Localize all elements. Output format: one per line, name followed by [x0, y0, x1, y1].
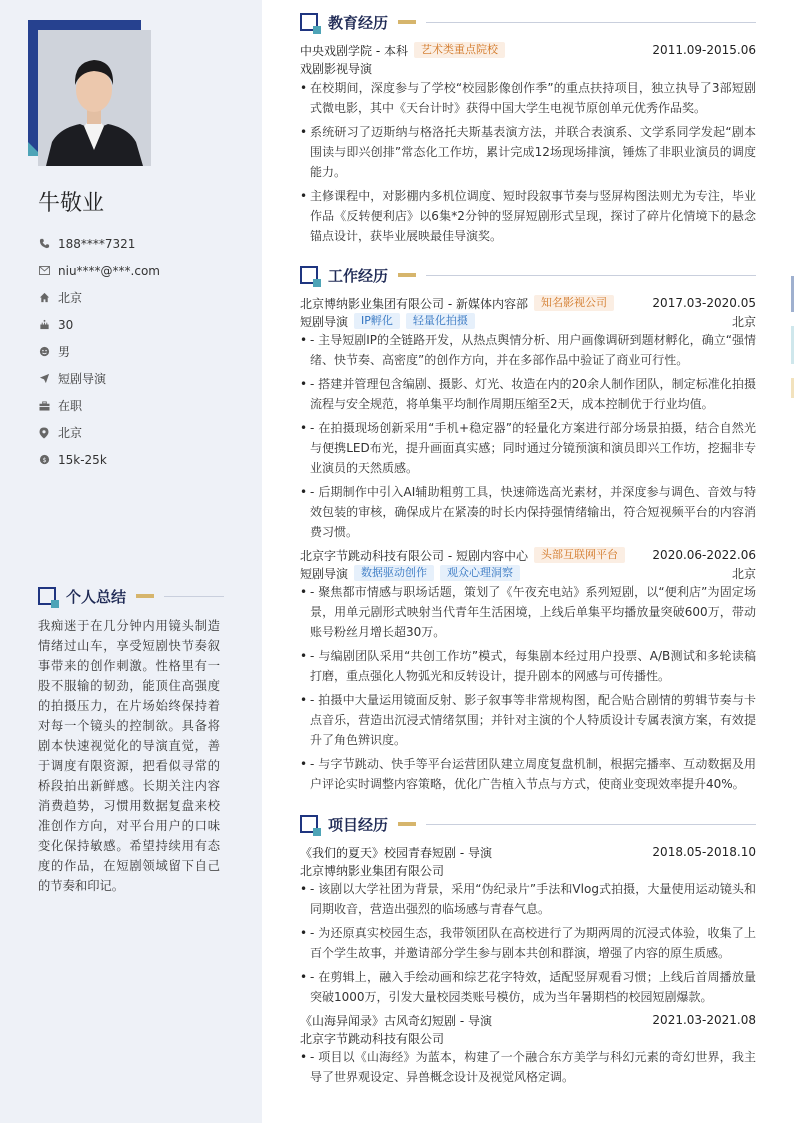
project-bullets — [300, 1047, 756, 1091]
list-item: • - 与编剧团队采用“共创工作坊”模式，每集剧本经过用户投票、A/B测试和多轮读稿打磨，重点强化人物弧光和反转设计，提升剧本的网感与可传播性。 — [300, 646, 756, 686]
project-bullets — [300, 879, 756, 1011]
section-gold-bar — [398, 822, 416, 826]
company-tag: 头部互联网平台 — [534, 547, 625, 563]
salary-text: 15k-25k — [58, 452, 107, 467]
school-name: 中央戏剧学院 - 本科 — [300, 43, 408, 58]
status-text: 在职 — [58, 399, 83, 413]
phone-text: 188****7321 — [58, 236, 136, 251]
phone-icon — [38, 238, 50, 250]
job-header-row — [300, 294, 756, 312]
sidebar — [0, 0, 262, 1123]
project-header-row — [300, 843, 756, 861]
section-divider — [164, 596, 224, 597]
projects-title: 项目经历 — [328, 815, 389, 834]
job-date: 2020.06-2022.06 — [652, 548, 756, 562]
job-bullets — [300, 330, 756, 546]
profile-photo-frame — [28, 20, 152, 166]
contact-info-list — [38, 230, 160, 473]
info-work-city — [38, 419, 160, 446]
job-role-row — [300, 564, 756, 582]
section-square-icon — [300, 266, 318, 284]
major-row — [300, 59, 756, 77]
education-section-header — [300, 12, 756, 32]
list-item: • 系统研习了迈斯纳与格洛托夫斯基表演方法，并联合表演系、文学系同学发起“剧本围读与即兴创排”常态化工作坊，累计完成12场现场排演，锤炼了非职业演员的调度能力。 — [300, 122, 756, 182]
job-company: 北京字节跳动科技有限公司 - 短剧内容中心 — [300, 548, 528, 563]
school-tag: 艺术类重点院校 — [414, 42, 505, 58]
work-title: 工作经历 — [328, 266, 389, 285]
skill-tag: 观众心理洞察 — [440, 565, 520, 581]
major-name: 戏剧影视导演 — [300, 61, 373, 76]
age-text: 30 — [58, 317, 74, 332]
summary-section-header — [38, 586, 224, 606]
list-item: • - 与字节跳动、快手等平台运营团队建立周度复盘机制，根据完播率、互动数据及用户评论实时调整内容策略，优化广告植入节点与方式，使商业变现效率提升40%。 — [300, 754, 756, 794]
job-bullets — [300, 582, 756, 798]
list-item: • - 在剪辑上，融入手绘动画和综艺花字特效，适配竖屏观看习惯；上线后首周播放量突破1000万，引发大量校园类账号模仿，成为当年暑期档的校园短剧爆款。 — [300, 967, 756, 1007]
info-email — [38, 257, 160, 284]
section-divider — [426, 824, 756, 825]
send-icon — [38, 373, 50, 385]
email-text: niu****@***.com — [58, 263, 160, 278]
age-icon — [38, 319, 50, 331]
list-item: • - 搭建并管理包含编剧、摄影、灯光、妆造在内的20余人制作团队，制定标准化拍摄流程与安全规范，将单集平均制作周期压缩至2天，成本控制优于行业均值。 — [300, 374, 756, 414]
salary-icon — [38, 454, 50, 466]
job-role: 短剧导演 — [300, 566, 349, 581]
section-divider — [426, 275, 756, 276]
location-text: 北京 — [58, 291, 83, 305]
job-city: 北京 — [731, 566, 756, 581]
info-status — [38, 392, 160, 419]
project-company-row — [300, 1029, 756, 1047]
job-header-row — [300, 546, 756, 564]
section-square-icon — [300, 815, 318, 833]
education-title: 教育经历 — [328, 13, 389, 32]
project-name: 《我们的夏天》校园青春短剧 - 导演 — [300, 845, 492, 860]
projects-section-header — [300, 814, 756, 834]
project-company: 北京博纳影业集团有限公司 — [300, 863, 445, 878]
section-gold-bar — [398, 273, 416, 277]
list-item: • - 拍摄中大量运用镜面反射、影子叙事等非常规构图，配合贴合剧情的剪辑节奏与卡点音乐，营造出沉浸式情绪氛围；并针对主演的个人特质设计专属表演方案，有效提升了角色辨识度。 — [300, 690, 756, 750]
list-item: • 主修课程中，对影棚内多机位调度、短时段叙事节奏与竖屏构图法则尤为专注，毕业作品《反转便利店》以6集*2分钟的竖屏短剧形式呈现，探讨了碎片化情境下的悬念锚点设计，获毕业展映最佳导演奖。 — [300, 186, 756, 246]
job-role-row — [300, 312, 756, 330]
home-icon — [38, 292, 50, 304]
position-text: 短剧导演 — [58, 372, 107, 386]
project-date: 2018.05-2018.10 — [652, 845, 756, 859]
person-name: 牛敬业 — [38, 191, 105, 216]
info-phone — [38, 230, 160, 257]
education-date: 2011.09-2015.06 — [652, 43, 756, 57]
job-role: 短剧导演 — [300, 314, 349, 329]
info-gender — [38, 338, 160, 365]
list-item: • - 聚焦都市情感与职场话题，策划了《午夜充电站》系列短剧，以“便利店”为固定场景，用单元剧形式映射当代青年生活困境，上线后单集平均播放量突破600万，带动账号粉丝月增长超30万。 — [300, 582, 756, 642]
section-gold-bar — [136, 594, 154, 598]
project-company-row — [300, 861, 756, 879]
skill-tag: IP孵化 — [354, 313, 400, 329]
briefcase-icon — [38, 400, 50, 412]
job-date: 2017.03-2020.05 — [652, 296, 756, 310]
project-header-row — [300, 1011, 756, 1029]
summary-text: 我痴迷于在几分钟内用镜头制造情绪过山车，享受短剧快节奏叙事带来的创作刺激。性格里有一股不服输的韧劲，能顶住高强度的拍摄压力，在片场始终保持着对每一个镜头的控制欲。具备将剧本快速视觉化的导演直觉，善于调度有限资源，把看似寻常的桥段拍出新鲜感。长期关注内容消费趋势，习惯用数据复盘来校准创作方向，对平台用户的口味变化保持敏感。希望持续用有态度的作品，在短剧领域留下自己的节奏和印记。 — [38, 619, 220, 893]
project-date: 2021.03-2021.08 — [652, 1013, 756, 1027]
gender-text: 男 — [58, 345, 71, 359]
avatar — [38, 30, 151, 166]
section-divider — [426, 22, 756, 23]
section-square-icon — [38, 587, 56, 605]
job-company: 北京博纳影业集团有限公司 - 新媒体内容部 — [300, 296, 528, 311]
job-city: 北京 — [731, 314, 756, 329]
svg-text:$: $ — [41, 455, 47, 464]
project-company: 北京字节跳动科技有限公司 — [300, 1031, 445, 1046]
info-location — [38, 284, 160, 311]
gender-icon — [38, 346, 50, 358]
work-section-header — [300, 265, 756, 285]
project-name: 《山海异闻录》古风奇幻短剧 - 导演 — [300, 1013, 492, 1028]
pin-icon — [38, 427, 50, 439]
skill-tag: 轻量化拍摄 — [406, 313, 475, 329]
info-age — [38, 311, 160, 338]
list-item: • - 该剧以大学社团为背景，采用“伪纪录片”手法和Vlog式拍摄，大量使用运动镜头和同期收音，营造出强烈的临场感与青春气息。 — [300, 879, 756, 919]
section-square-icon — [300, 13, 318, 31]
work-city-text: 北京 — [58, 426, 83, 440]
list-item: • - 项目以《山海经》为蓝本，构建了一个融合东方美学与科幻元素的奇幻世界，我主导了世界观设定、异兽概念设计及视觉风格定调。 — [300, 1047, 756, 1087]
summary-title: 个人总结 — [66, 587, 127, 606]
list-item: • - 主导短剧IP的全链路开发，从热点舆情分析、用户画像调研到题材孵化，确立“强情绪、快节奏、高密度”的创作方向，并在多部作品中验证了商业可行性。 — [300, 330, 756, 370]
company-tag: 知名影视公司 — [534, 295, 614, 311]
list-item: • - 后期制作中引入AI辅助粗剪工具，快速筛选高光素材，并深度参与调色、音效与特效包装的审核，确保成片在紧凑的时长内保持强情绪输出，符合短视频平台的内容消费习惯。 — [300, 482, 756, 542]
list-item: • - 在拍摄现场创新采用“手机+稳定器”的轻量化方案进行部分场景拍摄，结合自然光与便携LED布光，提升画面真实感；同时通过分镜预演和演员即兴工作坊，挖掘非专业演员的天然质感。 — [300, 418, 756, 478]
education-bullets — [300, 78, 756, 250]
education-header-row — [300, 41, 756, 59]
list-item: • - 为还原真实校园生态，我带领团队在高校进行了为期两周的沉浸式体验，收集了上百个学生故事，并邀请部分学生参与剧本共创和群演，增强了内容的原生质感。 — [300, 923, 756, 963]
info-position — [38, 365, 160, 392]
section-gold-bar — [398, 20, 416, 24]
list-item: • 在校期间，深度参与了学校“校园影像创作季”的重点扶持项目，独立执导了3部短剧式微电影，其中《天台计时》获得中国大学生电视节原创单元优秀作品奖。 — [300, 78, 756, 118]
mail-icon — [38, 265, 50, 277]
info-salary — [38, 446, 160, 473]
skill-tag: 数据驱动创作 — [354, 565, 434, 581]
